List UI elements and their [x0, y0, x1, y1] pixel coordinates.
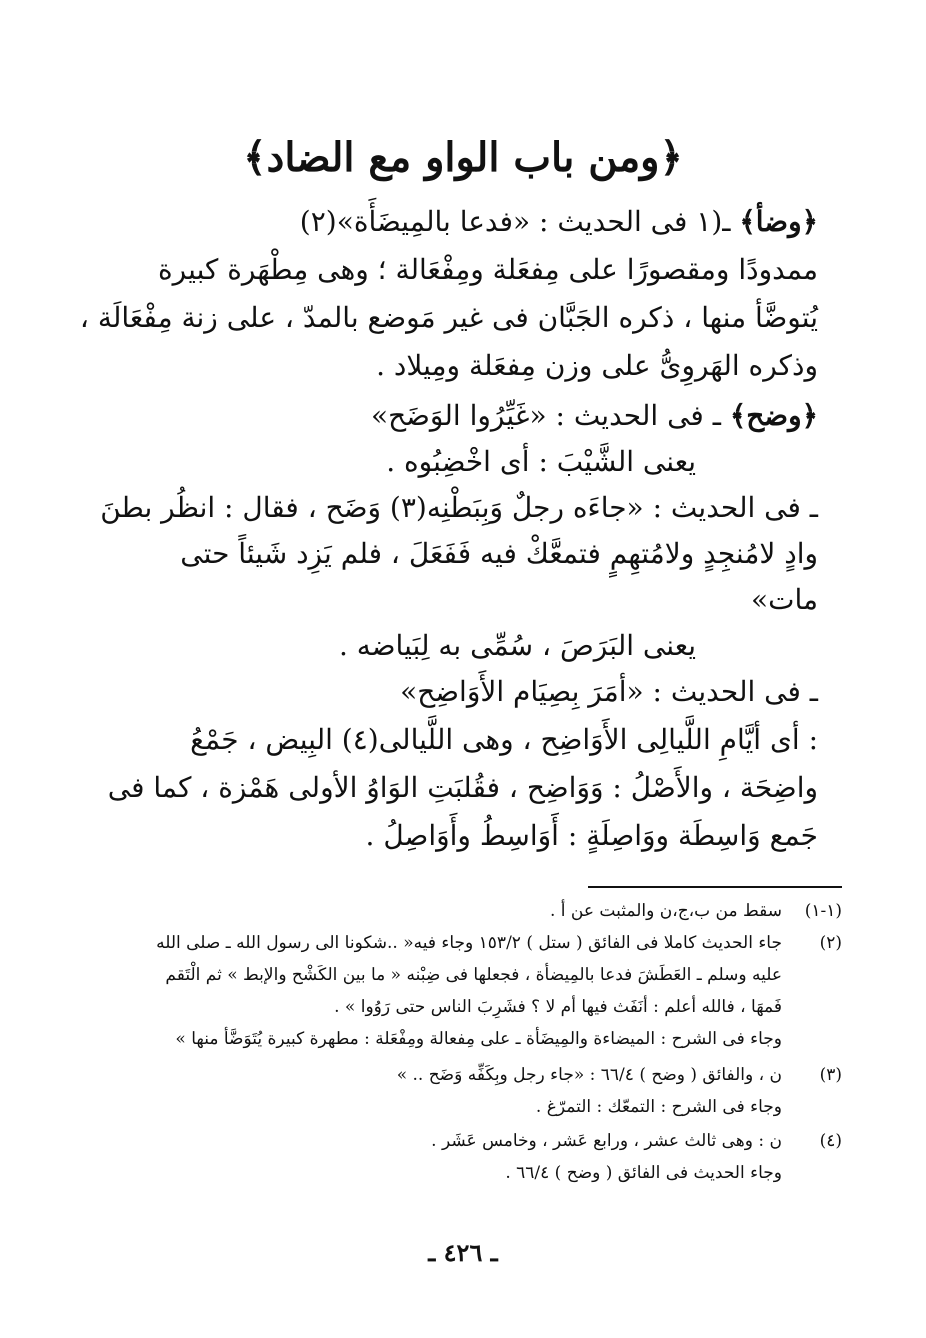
- footnote-text: ن : وهى ثالث عشر ، ورابع عَشر ، وخامس عَشَر .: [431, 1131, 782, 1151]
- footnote-text: سقط من ب،ج،ن والمثبت عن أ .: [550, 901, 782, 921]
- footnote-3: [84, 1060, 842, 1090]
- footnote-number: (٣): [819, 1065, 842, 1085]
- footnote-number: (٤): [819, 1131, 842, 1151]
- body-line: ممدودًا ومقصورًا على مِفعَلة ومِفْعَالة ؛ وهى مِطْهَرة كبيرة: [158, 253, 818, 286]
- body-line: يعنى البَرَصَ ، سُمِّى به لِبَياضه .: [338, 629, 696, 662]
- body-text: ـ(١ فى الحديث : «فدعا بالمِيضَأَة»(٢): [299, 205, 740, 238]
- footnote-text: جاء الحديث كاملا فى الفائق ( ستل ) ١٥٣/٢ وجاء فيه« ..شكونا الى رسول الله ـ صلى الله: [156, 933, 782, 953]
- body-line: جَمع وَاسِطَة ووَاصِلَةٍ : أَوَاسِطُ وأَوَاصِلُ .: [365, 819, 818, 852]
- body-text: ـ فى الحديث : «غَيِّرُوا الوَضَح»: [370, 399, 730, 432]
- footnote-text: وجاء فى الشرح : الميضاءة والمِيضَأة ـ على مِفعالة ومِفْعَلة : مطهرة كبيرة يُتَوَضَّأ منها »: [175, 1029, 782, 1049]
- footnote-1: [84, 896, 842, 926]
- footnote-number: (٢): [819, 933, 842, 953]
- body-line: يُتوضَّأ منها ، ذكره الجَبَّان فى غير مَوضع بالمدّ ، على زنة مِفْعَالَة ،: [79, 301, 818, 334]
- body-line: وذكره الهَروِىُّ على وزن مِفعَلة ومِيلاد .: [376, 349, 818, 382]
- entry-wadaa-line: [84, 198, 818, 246]
- footnote-text: ن ، والفائق ( وضح ) ٦٦/٤ : «جاء رجل وبِكَفِّه وَضَح .. »: [396, 1065, 782, 1085]
- entry-wadah-line: [84, 392, 818, 440]
- entry-tag-wadaa: ﴿وضأ﴾: [739, 205, 818, 238]
- footnote-text: عليه وسلم ـ العَطَشَ فدعا بالمِيضأة ، فجعلها فى ضِبْنه « ما بين الكَشْح والإبط » ثم الْتَقم: [165, 965, 782, 985]
- page-title: ﴿ومن باب الواو مع الضاد﴾: [243, 134, 683, 181]
- body-line: واضِحَة ، والأَصْلُ : وَوَاضِح ، فقُلبَتِ الوَاوُ الأولى هَمْزة ، كما فى: [107, 771, 818, 804]
- footnote-text: وجاء الحديث فى الفائق ( وضح ) ٦٦/٤ .: [505, 1163, 782, 1183]
- footnote-text: فَمهَا ، فالله أعلم : أنَفَث فيها أم لا ؟ فشَرِبَ الناس حتى رَوُوا » .: [334, 997, 782, 1017]
- body-line: يعنى الشَّيْبَ : أى اخْضِبُوه .: [386, 445, 696, 478]
- footnote-2: [84, 928, 842, 958]
- body-line: وادٍ لامُنجِدٍ ولامُتهِمٍ فتمعَّكْ فيه فَفَعَلَ ، فلم يَزِد شَيئاً حتى: [180, 537, 818, 570]
- body-line: ـ فى الحديث : «أمَرَ بِصِيَام الأَوَاضِح»: [400, 675, 818, 708]
- footnote-divider: [588, 886, 842, 888]
- footnote-4: [84, 1126, 842, 1156]
- footnote-number: (١-١): [804, 901, 842, 921]
- page-number: ـ ٤٢٦ ـ: [428, 1238, 498, 1267]
- body-line: ـ فى الحديث : «جاءَه رجلٌ وَبِبَطْنِه(٣) وَضَح ، فقال : انظُر بطنَ: [100, 491, 818, 524]
- footnote-text: وجاء فى الشرح : التمعّك : التمرّغ .: [535, 1097, 782, 1117]
- entry-tag-wadah: ﴿وضح﴾: [729, 399, 818, 432]
- body-line: مات»: [750, 583, 818, 616]
- body-line: : أى أيَّامِ اللَّيالِى الأَوَاضِح ، وهى اللَّيالى(٤) البِيض ، جَمْعُ: [190, 723, 818, 756]
